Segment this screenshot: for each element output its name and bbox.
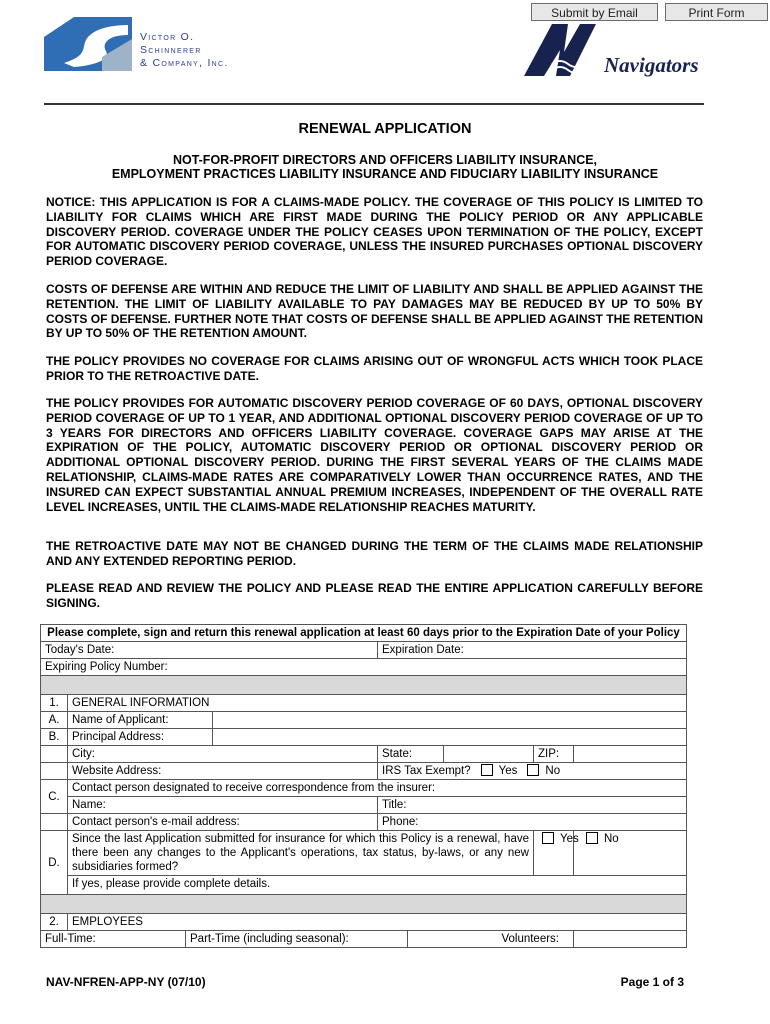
- application-form-table: [40, 624, 687, 948]
- section-separator: [41, 676, 687, 695]
- expiring-policy-number-field[interactable]: Expiring Policy Number:: [41, 659, 687, 676]
- letter-cell: [41, 814, 68, 831]
- principal-address-input[interactable]: [213, 729, 687, 746]
- changes-details-field[interactable]: If yes, please provide complete details.: [68, 876, 687, 895]
- name-of-applicant-label: Name of Applicant:: [68, 712, 213, 729]
- changes-yes-label: Yes: [560, 833, 579, 845]
- print-form-button[interactable]: Print Form: [665, 3, 768, 21]
- irs-tax-exempt-row: [378, 763, 687, 780]
- submit-by-email-button[interactable]: Submit by Email: [531, 3, 658, 21]
- expiration-date-field[interactable]: Expiration Date:: [378, 642, 687, 659]
- contact-person-label: Contact person designated to receive correspondence from the insurer:: [68, 780, 687, 797]
- item-letter-c: C.: [41, 780, 68, 814]
- letter-cell: [41, 746, 68, 763]
- retroactive-coverage-paragraph: THE POLICY PROVIDES NO COVERAGE FOR CLAIMS ARISING OUT OF WRONGFUL ACTS WHICH TOOK PLACE PRIOR TO THE RETROACTIVE DATE.: [46, 354, 703, 383]
- form-code: NAV-NFREN-APP-NY (07/10): [46, 975, 206, 989]
- notice-paragraph: NOTICE: THIS APPLICATION IS FOR A CLAIMS-MADE POLICY. THE COVERAGE OF THIS POLICY IS LIMITED TO LIABILITY FOR CLAIMS WHICH ARE FIRST MADE DURING THE POLICY PERIOD OR ANY APPLICABLE DISCOVERY PERIOD. COVERAGE UNDER THE POLICY CEASES UPON TERMINATION OF THE POLICY, EXCEPT FOR AUTOMATIC DISCOVERY PERIOD COVERAGE, UNLESS THE INSURED PURCHASES OPTIONAL DISCOVERY PERIOD COVERAGE.: [46, 195, 703, 269]
- changes-yes-option: [534, 831, 579, 876]
- city-field[interactable]: City:: [68, 746, 378, 763]
- changes-no-checkbox[interactable]: [586, 832, 598, 844]
- costs-of-defense-paragraph: COSTS OF DEFENSE ARE WITHIN AND REDUCE THE LIMIT OF LIABILITY AND SHALL BE APPLIED AGAINST THE RETENTION. THE LIMIT OF LIABILITY AVAILABLE TO PAY DAMAGES MAY BE REDUCED BY UP TO 50% BY COSTS OF DEFENSE. FURTHER NOTE THAT COSTS OF DEFENSE SHALL BE APPLIED AGAINST THE RETENTION BY UP TO 50% OF THE RETENTION AMOUNT.: [46, 282, 703, 341]
- section-number: 1.: [41, 695, 68, 712]
- section-title-general-information: GENERAL INFORMATION: [68, 695, 687, 712]
- name-of-applicant-input[interactable]: [213, 712, 687, 729]
- irs-yes-checkbox[interactable]: [481, 764, 493, 776]
- letter-cell: [41, 763, 68, 780]
- website-address-field[interactable]: Website Address:: [68, 763, 378, 780]
- discovery-period-paragraph: THE POLICY PROVIDES FOR AUTOMATIC DISCOVERY PERIOD COVERAGE OF 60 DAYS, OPTIONAL DISCOVERY PERIOD COVERAGE OF UP TO 1 YEAR, AND ADDITIONAL OPTIONAL DISCOVERY PERIOD COVERAGE OF UP TO 3 YEARS FOR DIRECTORS AND OFFICERS LIABILITY COVERAGE. COVERAGE GAPS MAY ARISE AT THE EXPIRATION OF THE POLICY, AUTOMATIC DISCOVERY PERIOD OR OPTIONAL DISCOVERY PERIOD OR ADDITIONAL OPTIONAL DISCOVERY PERIOD. DURING THE FIRST SEVERAL YEARS OF THE CLAIMS MADE RELATIONSHIP, CLAIMS-MADE RATES ARE COMPARATIVELY LOWER THAN OCCURRENCE RATES, AND THE INSURED CAN EXPECT SUBSTANTIAL ANNUAL PREMIUM INCREASES, INDEPENDENT OF THE OVERALL RATE LEVEL INCREASES, UNTIL THE CLAIMS-MADE RELATIONSHIP REACHES MATURITY.: [46, 396, 703, 514]
- company-name: Victor O. Schinnerer & Company, Inc.: [140, 31, 229, 69]
- changes-no-option: [574, 831, 687, 876]
- state-label: State:: [378, 746, 444, 763]
- schinnerer-logo: [44, 17, 134, 71]
- irs-tax-exempt-label: IRS Tax Exempt?: [382, 765, 471, 777]
- state-input[interactable]: [444, 746, 534, 763]
- section-separator: [41, 895, 687, 914]
- navigators-logo-icon: [522, 22, 602, 78]
- contact-email-field[interactable]: Contact person's e-mail address:: [68, 814, 378, 831]
- irs-no-checkbox[interactable]: [527, 764, 539, 776]
- contact-title-field[interactable]: Title:: [378, 797, 687, 814]
- irs-yes-label: Yes: [498, 765, 518, 777]
- changes-yes-checkbox[interactable]: [542, 832, 554, 844]
- retroactive-date-paragraph: THE RETROACTIVE DATE MAY NOT BE CHANGED DURING THE TERM OF THE CLAIMS MADE RELATIONSHIP AND ANY EXTENDED REPORTING PERIOD.: [46, 539, 703, 568]
- form-instruction: Please complete, sign and return this renewal application at least 60 days prior to the Expiration Date of your Policy: [41, 625, 687, 642]
- document-title: RENEWAL APPLICATION: [298, 121, 472, 137]
- contact-name-field[interactable]: Name:: [68, 797, 378, 814]
- navigators-wordmark: Navigators: [604, 53, 699, 77]
- volunteers-label: Volunteers:: [408, 931, 574, 948]
- document-subtitle-1: NOT-FOR-PROFIT DIRECTORS AND OFFICERS LIABILITY INSURANCE,: [172, 153, 598, 167]
- part-time-field[interactable]: Part-Time (including seasonal):: [186, 931, 408, 948]
- item-letter-b: B.: [41, 729, 68, 746]
- changes-no-label: No: [604, 833, 619, 845]
- zip-label: ZIP:: [534, 746, 574, 763]
- volunteers-input[interactable]: [574, 931, 687, 948]
- full-time-field[interactable]: Full-Time:: [41, 931, 186, 948]
- item-letter-d: D.: [41, 831, 68, 895]
- header-divider: [44, 103, 704, 105]
- zip-input[interactable]: [574, 746, 687, 763]
- document-subtitle-2: EMPLOYMENT PRACTICES LIABILITY INSURANCE AND FIDUCIARY LIABILITY INSURANCE: [111, 167, 659, 181]
- section-number: 2.: [41, 914, 68, 931]
- contact-phone-field[interactable]: Phone:: [378, 814, 687, 831]
- page-number: Page 1 of 3: [620, 975, 684, 989]
- read-review-paragraph: PLEASE READ AND REVIEW THE POLICY AND PLEASE READ THE ENTIRE APPLICATION CAREFULLY BEFORE SIGNING.: [46, 581, 703, 610]
- changes-question: Since the last Application submitted for insurance for which this Policy is a renewal, have there been any changes to the Applicant's operations, tax status, by-laws, or any new subsidiaries formed?: [68, 831, 534, 876]
- principal-address-label: Principal Address:: [68, 729, 213, 746]
- section-title-employees: EMPLOYEES: [68, 914, 687, 931]
- todays-date-field[interactable]: Today's Date:: [41, 642, 378, 659]
- item-letter-a: A.: [41, 712, 68, 729]
- irs-no-label: No: [545, 765, 561, 777]
